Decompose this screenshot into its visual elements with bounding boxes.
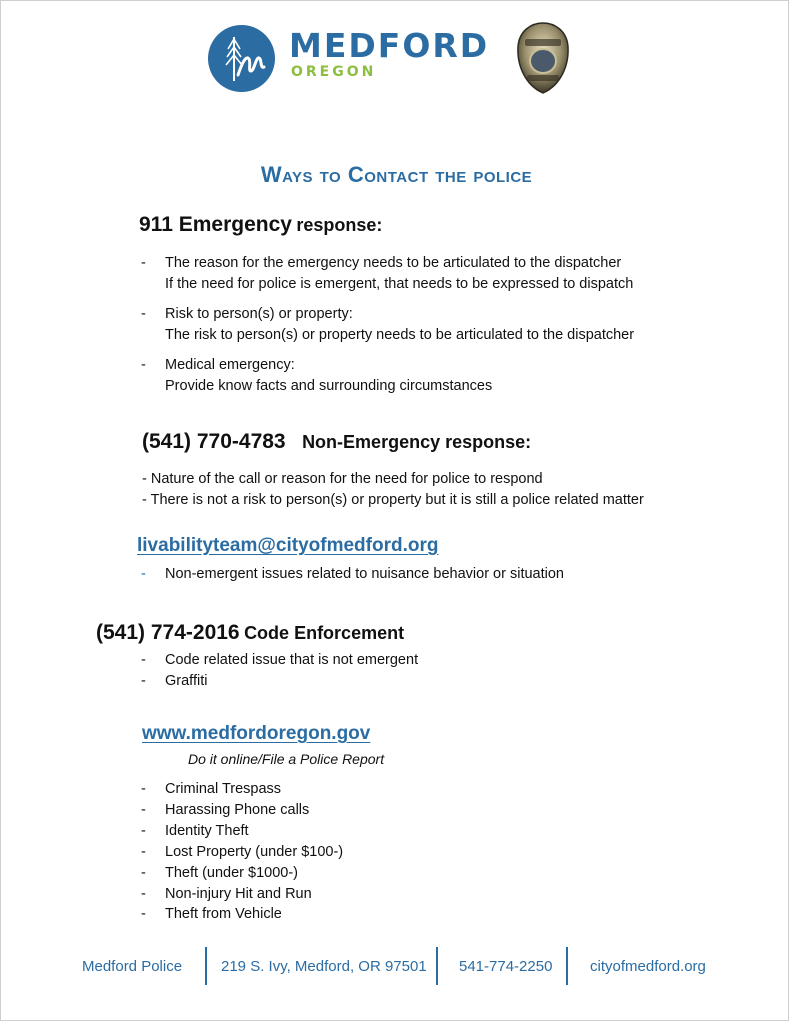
online-item: Theft (under $1000-) (165, 865, 298, 881)
livability-email-link[interactable]: livabilityteam@cityofmedford.org (137, 535, 439, 556)
emergency-heading-label: response: (296, 215, 383, 235)
bullet-dash: - (141, 306, 146, 322)
bullet-dash: - (141, 255, 146, 271)
footer-divider (436, 947, 438, 985)
non-emergency-line-1: - Nature of the call or reason for the need for police to respond (142, 471, 543, 487)
online-item: Lost Property (under $100-) (165, 844, 344, 860)
footer-divider (205, 947, 207, 985)
code-enforcement-heading (96, 621, 404, 645)
emergency-item-3-line-1: Medical emergency: (165, 357, 295, 373)
online-item: Non-injury Hit and Run (165, 886, 312, 902)
non-emergency-label: Non-Emergency response: (302, 432, 532, 452)
bullet-dash: - (141, 844, 146, 860)
online-item: Criminal Trespass (165, 781, 282, 797)
non-emergency-line-2: - There is not a risk to person(s) or property but it is still a police related matter (142, 492, 644, 508)
website-link[interactable]: www.medfordoregon.gov (142, 723, 371, 744)
non-emergency-heading (142, 430, 531, 454)
livability-item: Non-emergent issues related to nuisance behavior or situation (165, 566, 564, 582)
emergency-item-2-line-2: The risk to person(s) or property needs to be articulated to the dispatcher (165, 327, 635, 343)
code-item: Graffiti (165, 673, 208, 689)
online-item: Harassing Phone calls (165, 802, 310, 818)
footer-website[interactable]: cityofmedford.org (590, 958, 706, 975)
emergency-item-1-line-2: If the need for police is emergent, that needs to be expressed to dispatch (165, 276, 634, 292)
code-enforcement-label: Code Enforcement (244, 623, 405, 643)
bullet-dash: - (141, 566, 146, 582)
bullet-dash: - (141, 357, 146, 373)
logo-subtext: OREGON (291, 64, 377, 80)
bullet-dash: - (141, 823, 146, 839)
bullet-dash: - (141, 865, 146, 881)
bullet-dash: - (141, 673, 146, 689)
footer-phone: 541-774-2250 (459, 958, 553, 975)
online-item: Theft from Vehicle (165, 906, 282, 922)
footer-name: Medford Police (82, 958, 183, 975)
emergency-heading-number: 911 Emergency (139, 213, 292, 236)
bullet-dash: - (141, 652, 146, 668)
bullet-dash: - (141, 906, 146, 922)
non-emergency-phone: (541) 770-4783 (142, 430, 286, 453)
bullet-dash: - (141, 802, 146, 818)
bullet-dash: - (141, 886, 146, 902)
footer-address: 219 S. Ivy, Medford, OR 97501 (221, 958, 427, 975)
emergency-item-2-line-1: Risk to person(s) or property: (165, 306, 353, 322)
online-subtitle: Do it online/File a Police Report (188, 751, 385, 767)
emergency-heading (139, 213, 382, 237)
logo-wordmark: MEDFORD (289, 26, 490, 65)
code-enforcement-phone: (541) 774-2016 (96, 621, 240, 644)
police-badge-icon (515, 21, 571, 100)
online-item: Identity Theft (165, 823, 249, 839)
emergency-item-1-line-1: The reason for the emergency needs to be articulated to the dispatcher (165, 255, 622, 271)
footer-divider (566, 947, 568, 985)
bullet-dash: - (141, 781, 146, 797)
page-title: Ways to Contact the police (260, 162, 533, 187)
medford-logo-icon (208, 25, 275, 92)
emergency-item-3-line-2: Provide know facts and surrounding circumstances (165, 378, 493, 394)
code-item: Code related issue that is not emergent (165, 652, 419, 668)
